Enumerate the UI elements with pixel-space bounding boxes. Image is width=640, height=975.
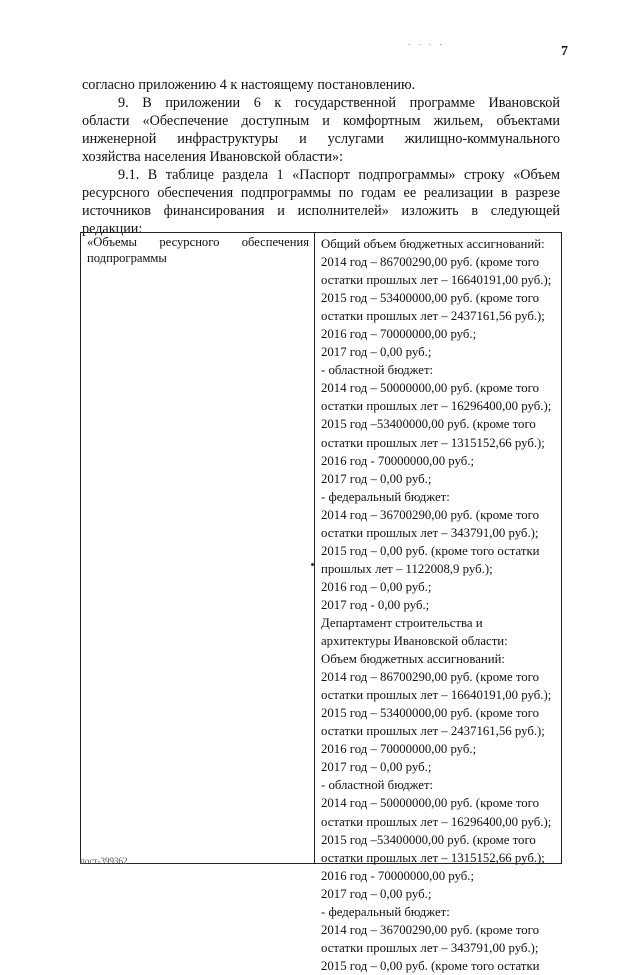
funding-line: 2015 год – 0,00 руб. (кроме того остатки [321, 543, 540, 558]
funding-line: 2015 год – 0,00 руб. (кроме того остатки [321, 958, 540, 973]
funding-line: 2015 год –53400000,00 руб. (кроме того [321, 832, 536, 847]
funding-line: 2014 год – 50000000,00 руб. (кроме того [321, 796, 539, 811]
funding-table [80, 232, 562, 973]
footer-code: пост-399362 [80, 856, 128, 866]
funding-line: остатки прошлых лет – 2437161,56 руб.); [321, 309, 545, 324]
page-number: 7 [561, 44, 568, 59]
funding-line: остатки прошлых лет – 1315152,66 руб.); [321, 435, 545, 450]
funding-line: Объем бюджетных ассигнований: [321, 652, 505, 667]
funding-line: 2016 год – 70000000,00 руб.; [321, 327, 477, 342]
left-cell-line-2: подпрограммы [87, 250, 167, 265]
funding-line: 2017 год – 0,00 руб.; [321, 760, 432, 775]
table-column-divider [314, 233, 315, 863]
paragraph-2-line-1: 9. В приложении 6 к государственной программе Ивановской [118, 95, 560, 111]
funding-line: остатки прошлых лет – 16296400,00 руб.); [321, 814, 552, 829]
funding-line: прошлых лет – 1122008,9 руб.); [321, 561, 493, 576]
funding-line: 2017 год – 0,00 руб.; [321, 345, 432, 360]
scan-marks: . . . . [408, 37, 445, 47]
left-cell-line-1: «Объемы ресурсного обеспечения [87, 235, 309, 249]
funding-line: 2016 год – 70000000,00 руб.; [321, 742, 477, 757]
funding-line: 2016 год - 70000000,00 руб.; [321, 453, 475, 468]
funding-line: - областной бюджет: [321, 363, 434, 378]
document-body [82, 76, 560, 238]
paragraph-2-line-4: хозяйства населения Ивановской области»: [82, 149, 344, 165]
funding-line: 2016 год – 0,00 руб.; [321, 579, 432, 594]
paragraph-1-line-1: согласно приложению 4 к настоящему постановлению. [82, 77, 416, 93]
funding-line: остатки прошлых лет – 343791,00 руб.); [321, 525, 539, 540]
funding-line: 2017 год – 0,00 руб.; [321, 886, 432, 901]
paragraph-2-line-3: инженерной инфраструктуры и услугами жилищно-коммунального [82, 131, 560, 147]
funding-line: Департамент строительства и [321, 615, 483, 630]
paragraph-2-line-2: области «Обеспечение доступным и комфортным жильем, объектами [82, 113, 560, 129]
funding-line: - федеральный бюджет: [321, 904, 450, 919]
paragraph-3-line-3: источников финансирования и исполнителей» изложить в следующей [82, 203, 560, 219]
funding-line: 2017 год - 0,00 руб.; [321, 597, 430, 612]
funding-line: 2015 год – 53400000,00 руб. (кроме того [321, 706, 539, 721]
funding-line: 2017 год – 0,00 руб.; [321, 471, 432, 486]
funding-line: - областной бюджет: [321, 778, 434, 793]
funding-line: 2014 год – 86700290,00 руб. (кроме того [321, 255, 539, 270]
funding-line: 2014 год – 50000000,00 руб. (кроме того [321, 381, 539, 396]
funding-line: остатки прошлых лет – 16296400,00 руб.); [321, 399, 552, 414]
table-right-cell [321, 235, 557, 975]
paragraph-3-line-4: редакции: [82, 221, 143, 237]
funding-line: 2015 год –53400000,00 руб. (кроме того [321, 417, 536, 432]
funding-line: - федеральный бюджет: [321, 489, 450, 504]
funding-line: остатки прошлых лет – 1315152,66 руб.); [321, 850, 545, 865]
funding-line: 2016 год - 70000000,00 руб.; [321, 868, 475, 883]
funding-line: остатки прошлых лет – 2437161,56 руб.); [321, 724, 545, 739]
table-left-cell [87, 235, 309, 266]
funding-line: 2015 год – 53400000,00 руб. (кроме того [321, 291, 539, 306]
funding-line: архитектуры Ивановской области: [321, 634, 508, 649]
funding-line: 2014 год – 86700290,00 руб. (кроме того [321, 670, 539, 685]
funding-line: остатки прошлых лет – 16640191,00 руб.); [321, 688, 552, 703]
scan-speck [311, 563, 314, 566]
funding-line: Общий объем бюджетных ассигнований: [321, 237, 545, 251]
funding-line: остатки прошлых лет – 16640191,00 руб.); [321, 273, 552, 288]
funding-line: остатки прошлых лет – 343791,00 руб.); [321, 940, 539, 955]
funding-line: 2014 год – 36700290,00 руб. (кроме того [321, 922, 539, 937]
paragraph-3-line-1: 9.1. В таблице раздела 1 «Паспорт подпрограммы» строку «Объем [118, 167, 560, 183]
paragraph-3-line-2: ресурсного обеспечения подпрограммы по годам ее реализации в разрезе [82, 185, 560, 201]
funding-line: 2014 год – 36700290,00 руб. (кроме того [321, 507, 539, 522]
